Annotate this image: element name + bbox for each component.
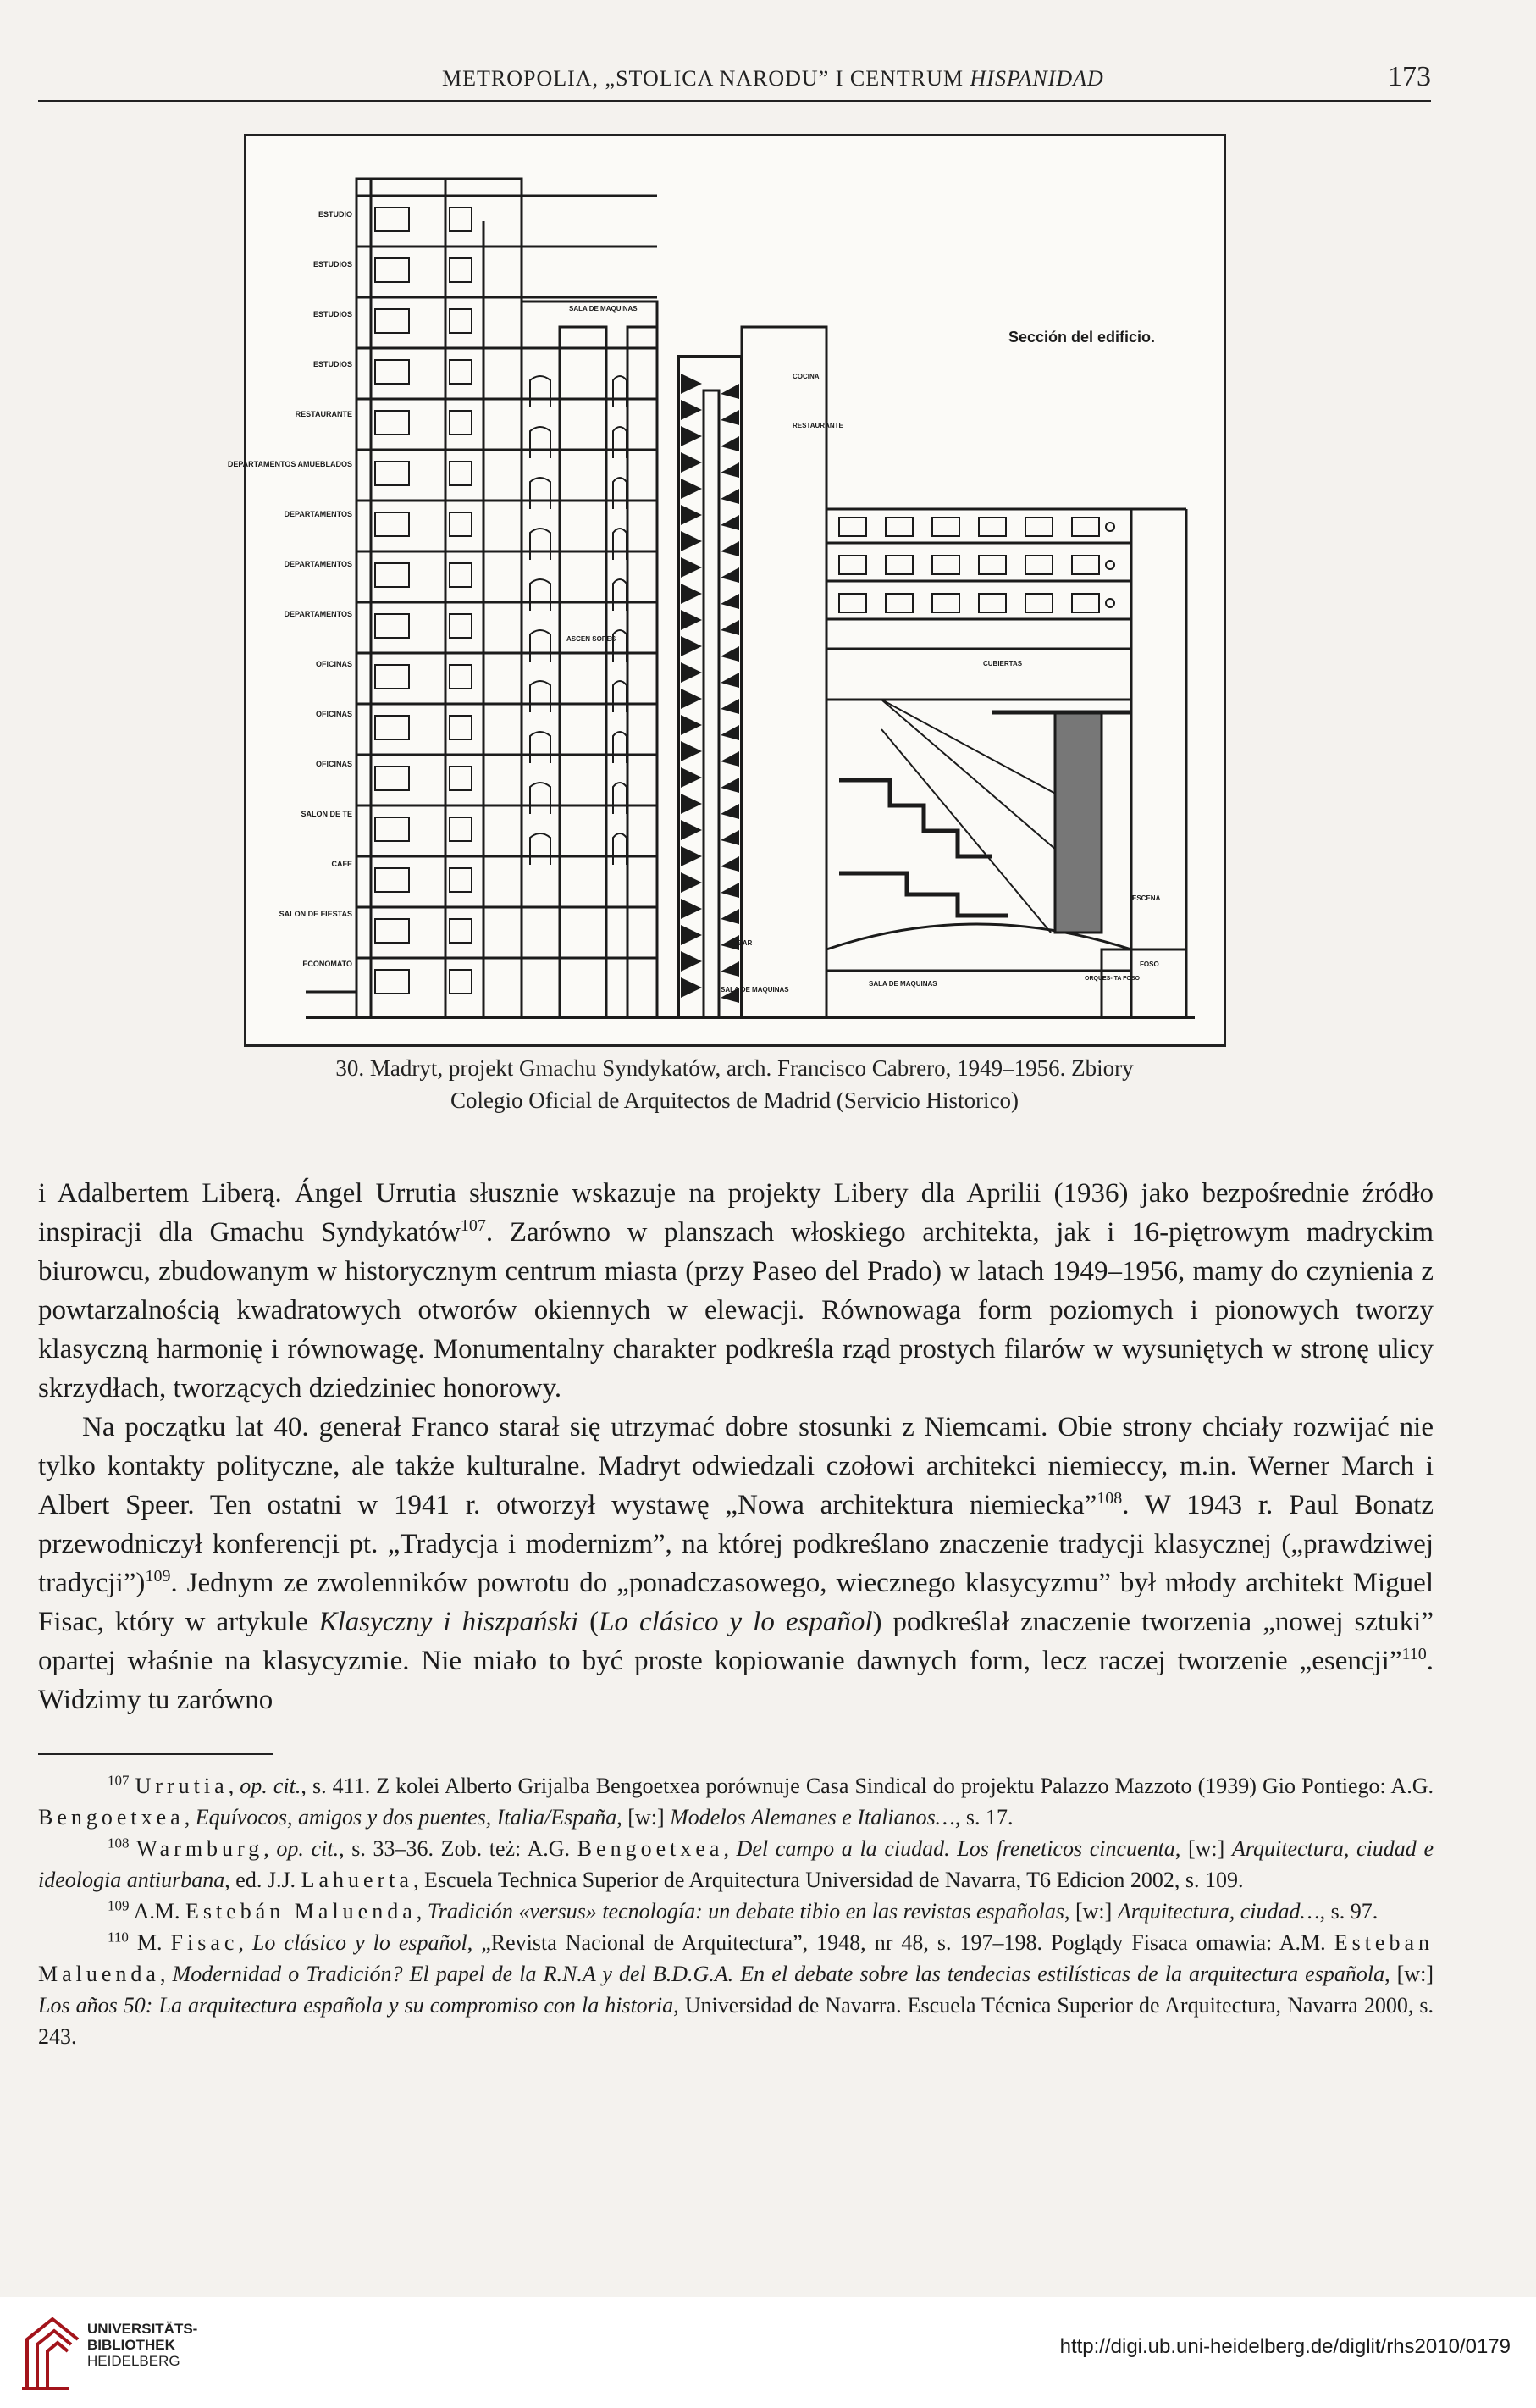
window (450, 512, 472, 536)
footnote-107: $^{107}$ Urrutia, op. cit., s. 411. Z kolei Alberto Grijalba Bengoetxea porównuje Casa Sindical do projektu Palazzo Mazzoto (1939) Gio Pontiego: A.G. Bengoetxea, Equívocos, amigos y dos puentes, Italia/España, [w:] Modelos Alemanes e Italianos…, s. 17. (38, 1772, 1434, 1830)
stair-flight (721, 436, 739, 451)
window (450, 462, 472, 485)
stair-flight (721, 830, 739, 845)
window (375, 411, 409, 435)
window (375, 868, 409, 892)
stair-flight (721, 567, 739, 583)
label-foso: FOSO (1140, 960, 1159, 968)
stair-flight (721, 804, 739, 819)
floor-label: DEPARTAMENTOS (284, 510, 352, 518)
label-orquesta: ORQUES- TA FOSO (1085, 976, 1140, 982)
window (375, 614, 409, 638)
stair-flight (681, 925, 702, 945)
window (450, 817, 472, 841)
stair-flight (721, 620, 739, 635)
stair-flight (721, 778, 739, 793)
window (1072, 594, 1099, 612)
window (450, 970, 472, 994)
floor-label: DEPARTAMENTOS (284, 560, 352, 568)
floor-label: ESTUDIOS (312, 360, 352, 368)
stair-flight (721, 541, 739, 556)
stair-flight (681, 977, 702, 998)
stair-flight (721, 725, 739, 740)
window (450, 411, 472, 435)
stair-flight (681, 951, 702, 972)
stair-flight (721, 489, 739, 504)
library-logo-text: UNIVERSITÄTS- BIBLIOTHEK HEIDELBERG (87, 2321, 198, 2369)
stair-flight (681, 479, 702, 499)
paragraph-2: Na początku lat 40. generał Franco starał się utrzymać dobre stosunki z Niemcami. Obie strony chciały rozwijać nie tylko kontakty polityczne, ale także kulturalne. Madryt odwiedzali czołowi architekci niemieccy, m.in. Werner March i Albert Speer. Ten ostatni w 1941 r. otworzył wystawę „Nowa architektura niemiecka”$^{108}$. W 1943 r. Paul Bonatz przewodniczył konferencji pt. „Tradycja i modernizm”, na której podkreślano znaczenie tradycji klasycznej („prawdziwej tradycji”)$^{109}$. Jednym ze zwolenników powrotu do „ponadczasowego, wiecznego klasycyzmu” był młody architekt Miguel Fisac, który w artykule Klasyczny i hiszpański (Lo clásico y lo español) podkreślał znaczenie tworzenia „nowej sztuki” opartej właśnie na klasycyzmie. Nie miało to być proste kopiowanie dawnych form, lecz raczej tworzenie „esencji”$^{110}$. Widzimy tu zarówno (38, 1412, 1434, 1715)
floor-label: SALON DE FIESTAS (279, 910, 352, 918)
stair-flight (681, 767, 702, 788)
label-cubiertas: CUBIERTAS (983, 660, 1023, 667)
arched-window (530, 478, 550, 509)
window (839, 594, 866, 612)
window (839, 556, 866, 574)
caption-line-2: Colegio Oficial de Arquitectos de Madrid (Servicio Historico) (450, 1088, 1019, 1113)
window (932, 518, 959, 536)
window (979, 594, 1006, 612)
arched-window (530, 630, 550, 662)
stair-flight (681, 400, 702, 420)
stair-flight (681, 689, 702, 709)
label-escena: ESCENA (1132, 894, 1161, 902)
window (375, 512, 409, 536)
window (450, 258, 472, 282)
label-ascensores: ASCEN SORES (566, 635, 616, 643)
window (450, 767, 472, 790)
stair-flight (681, 741, 702, 761)
stair-flight (721, 673, 739, 688)
arched-window (530, 681, 550, 712)
stair-flight (681, 662, 702, 683)
stair-flight (721, 646, 739, 662)
arched-window (613, 529, 627, 560)
arched-window (530, 529, 550, 560)
window (932, 556, 959, 574)
window (1072, 518, 1099, 536)
window (886, 556, 913, 574)
arched-window (530, 427, 550, 458)
window (375, 817, 409, 841)
window (886, 594, 913, 612)
arched-window (613, 732, 627, 763)
footnotes (38, 1770, 1434, 2052)
running-head (0, 59, 1431, 102)
window (979, 518, 1006, 536)
window (979, 556, 1006, 574)
stair-flight (681, 452, 702, 473)
label-cocina: COCINA (793, 373, 820, 380)
window (375, 767, 409, 790)
footnote-ref-108: 108 (1097, 1489, 1123, 1508)
window (1025, 594, 1053, 612)
window (375, 309, 409, 333)
stair-flight (721, 856, 739, 872)
stair-flight (681, 557, 702, 578)
drawing-title: Sección del edificio. (1008, 329, 1156, 346)
window (450, 614, 472, 638)
arched-window (613, 478, 627, 509)
window (375, 258, 409, 282)
stair-flight (681, 820, 702, 840)
arched-window (613, 833, 627, 865)
stair-flight (721, 384, 739, 399)
arched-window (613, 376, 627, 407)
running-head-title: METROPOLIA, „STOLICA NARODU” I CENTRUM HISPANIDAD (442, 66, 1104, 91)
stair-flight (681, 531, 702, 551)
window (450, 563, 472, 587)
source-url-link[interactable]: http://digi.ub.uni-heidelberg.de/diglit/rhs2010/0179 (1059, 2335, 1511, 2358)
arched-window (530, 833, 550, 865)
round-window (1106, 599, 1114, 607)
window (886, 518, 913, 536)
stair-flight (721, 751, 739, 767)
arched-window (530, 376, 550, 407)
stair-flight (681, 794, 702, 814)
arched-window (613, 427, 627, 458)
label-machine-room-top: SALA DE MAQUINAS (569, 305, 638, 313)
floor-label: OFICINAS (315, 710, 352, 718)
window (450, 665, 472, 689)
footnote-ref-107: 107 (460, 1216, 486, 1235)
arched-window (613, 783, 627, 814)
arched-window (613, 681, 627, 712)
floor-label: DEPARTAMENTOS (284, 610, 352, 618)
window (450, 360, 472, 384)
body-text (38, 1174, 1434, 1719)
window (1072, 556, 1099, 574)
window (450, 919, 472, 943)
window (375, 716, 409, 739)
stair-flight (681, 610, 702, 630)
stair-flight (681, 715, 702, 735)
footnote-ref-109: 109 (145, 1567, 171, 1586)
stair-flight (721, 594, 739, 609)
architectural-section-drawing (227, 134, 1226, 1047)
figure-caption (212, 1052, 1257, 1116)
floor-label: ESTUDIOS (312, 260, 352, 268)
window (375, 462, 409, 485)
window (450, 716, 472, 739)
window (375, 563, 409, 587)
stair-flight (681, 584, 702, 604)
caption-line-1: 30. Madryt, projekt Gmachu Syndykatów, arch. Francisco Cabrero, 1949–1956. Zbiory (335, 1055, 1134, 1081)
footnote-rule (38, 1753, 273, 1755)
floor-label: ESTUDIO (318, 210, 352, 219)
window (375, 665, 409, 689)
footnote-110: $^{110}$ M. Fisac, Lo clásico y lo español, „Revista Nacional de Arquitectura”, 1948, nr 48, s. 197–198. Poglądy Fisaca omawia: A.M. Esteban Maluenda, Modernidad o Tradición? El papel de la R.N.A y del B.D.G.A. En el debate sobre las tendecias estilísticas de la arquitectura española, [w:] Los años 50: La arquitectura española y su compromiso con la historia, Universidad de Navarra. Escuela Técnica Superior de Arquitectura, Navarra 2000, s. 243. (38, 1929, 1434, 2049)
label-bar: BAR (738, 939, 753, 947)
stair-flight (721, 410, 739, 425)
label-restaurante: RESTAURANTE (793, 422, 843, 429)
window (375, 919, 409, 943)
stair-flight (681, 426, 702, 446)
floor-label: ECONOMATO (302, 960, 352, 968)
footnote-108: $^{108}$ Warmburg, op. cit., s. 33–36. Zob. też: A.G. Bengoetxea, Del campo a la ciudad. Los freneticos cincuenta, [w:] Arquitectura, ciudad e ideologia antiurbana, ed. J.J. Lahuerta, Escuela Technica Superior de Arquitectura Universidad de Navarra, T6 Edicion 2002, s. 109. (38, 1835, 1434, 1892)
window (1025, 518, 1053, 536)
label-machine-room-bottom: SALA DE MAQUINAS (721, 986, 789, 994)
label-machine-room-right: SALA DE MAQUINAS (869, 980, 937, 988)
footnote-ref-110: 110 (1401, 1645, 1427, 1663)
stair-flight (721, 462, 739, 478)
footnote-109: $^{109}$ A.M. Estebán Maluenda, Tradición «versus» tecnología: un debate tibio en las revistas españolas, [w:] Arquitectura, ciudad…, s. 97. (108, 1897, 1379, 1924)
stair-flight (721, 935, 739, 950)
stair-flight (681, 872, 702, 893)
page-number: 173 (1388, 61, 1431, 92)
floor-label: ESTUDIOS (312, 310, 352, 318)
stair-flight (681, 636, 702, 656)
window (839, 518, 866, 536)
stair-flight (681, 374, 702, 394)
window (932, 594, 959, 612)
window (375, 360, 409, 384)
arched-window (530, 783, 550, 814)
floor-label: OFICINAS (315, 760, 352, 768)
paragraph-1: i Adalbertem Liberą. Ángel Urrutia słusznie wskazuje na projekty Libery dla Aprilii (1936) jako bezpośrednie źródło inspiracji dla Gmachu Syndykatów$^{107}$. Zarówno w planszach włoskiego architekta, jak i 16-piętrowym madryckim biurowcu, zbudowanym w historycznym centrum miasta (przy Paseo del Prado) w latach 1949–1956, mamy do czynienia z powtarzalnością kwadratowych otworów okiennych w elewacji. Równowaga form poziomych i pionowych tworzy klasyczną harmonię i równowagę. Monumentalny charakter podkreśla rząd prostych filarów w wysuniętych w stronę ulicy skrzydłach, tworzących dziedziniec honorowy. (38, 1178, 1434, 1403)
stair-flight (681, 505, 702, 525)
round-window (1106, 523, 1114, 531)
header-rule (38, 100, 1431, 102)
window (1025, 556, 1053, 574)
stair-flight (721, 961, 739, 977)
window (375, 970, 409, 994)
window (450, 309, 472, 333)
floor-label: OFICINAS (315, 660, 352, 668)
stair-flight (681, 899, 702, 919)
window (375, 208, 409, 231)
stair-flight (721, 515, 739, 530)
stair-flight (721, 909, 739, 924)
library-logo-icon (19, 2314, 86, 2392)
floor-label: DEPARTAMENTOS AMUEBLADOS (227, 460, 352, 468)
stair-flight (721, 883, 739, 898)
stair-flight (681, 846, 702, 866)
arched-window (613, 579, 627, 611)
floor-label: RESTAURANTE (295, 410, 352, 418)
floor-label: SALON DE TE (301, 810, 352, 818)
round-window (1106, 561, 1114, 569)
stair-flight (721, 699, 739, 714)
floor-label: CAFE (331, 860, 352, 868)
arched-window (530, 732, 550, 763)
arched-window (530, 579, 550, 611)
window (450, 868, 472, 892)
window (450, 208, 472, 231)
